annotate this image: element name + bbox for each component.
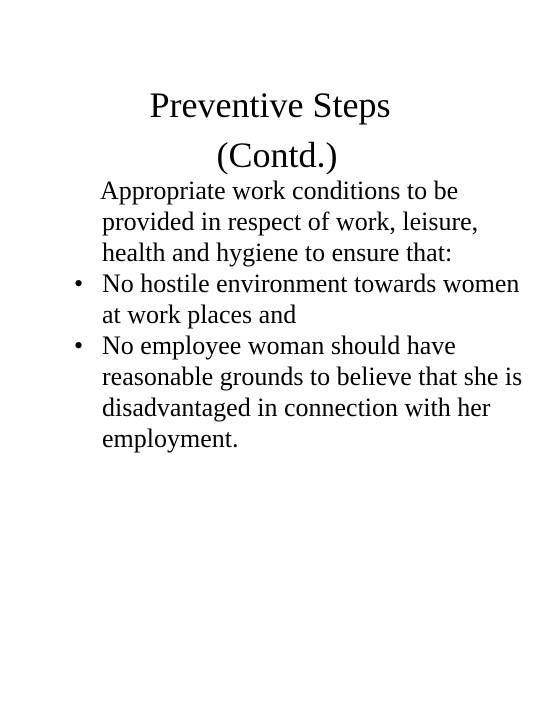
slide-body (74, 175, 534, 454)
intro-paragraph: Appropriate work conditions to be provided in respect of work, leisure, health and hygiene to ensure that: (100, 176, 479, 267)
bullet-text: No employee woman should have reasonable grounds to believe that she is disadvantaged in connection with her employment. (102, 331, 523, 453)
list-item (74, 268, 534, 330)
bullet-icon: • (74, 331, 84, 360)
bullet-icon: • (74, 269, 84, 298)
title-line-1: Preventive Steps (149, 85, 391, 125)
bullet-list (74, 268, 534, 454)
list-item (74, 330, 534, 454)
slide-title (0, 80, 540, 180)
bullet-text: No hostile environment towards women at work places and (102, 269, 520, 329)
title-line-2: (Contd.) (216, 135, 338, 175)
